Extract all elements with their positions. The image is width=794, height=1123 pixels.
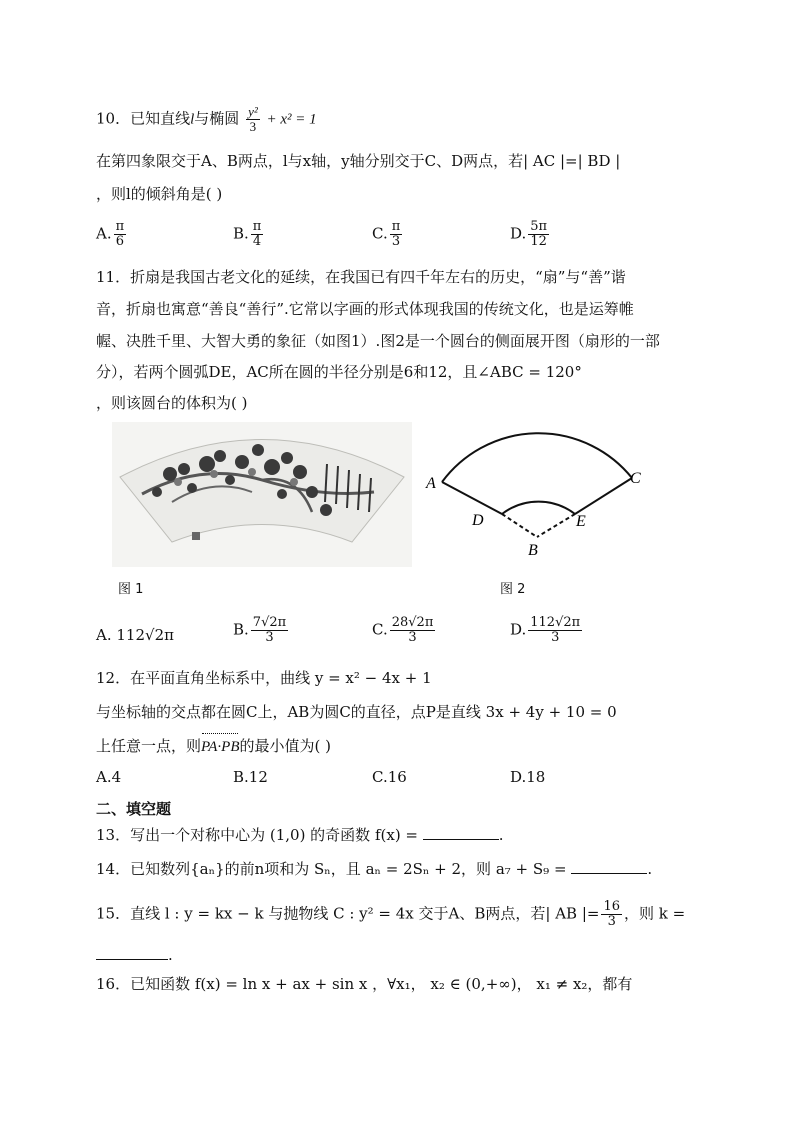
- fan-painting-image: [112, 422, 412, 567]
- q10-option-a[interactable]: A. $\frac{\pi}{6}$: [96, 219, 125, 249]
- section-heading: 二、填空题: [96, 800, 172, 818]
- q13-line: 13．写出一个对称中心为 (1,0) 的奇函数 f(x) = .: [96, 826, 504, 844]
- q14-answer-blank[interactable]: [571, 859, 647, 874]
- figure2-caption: 图 2: [500, 582, 526, 597]
- q12-line3: 上任意一点，则PA·PB的最小值为( ): [96, 735, 331, 758]
- q10-line3: ，则l的倾斜角是( ): [96, 185, 223, 203]
- q11-option-c[interactable]: C. $\frac{28√2\pi}{3}$: [372, 615, 434, 645]
- q11-option-d[interactable]: D. $\frac{112√2\pi}{3}$: [510, 615, 581, 645]
- q10-option-c[interactable]: C. $\frac{\pi}{3}$: [372, 219, 401, 249]
- label-c: C: [630, 470, 641, 487]
- q11-line2: 音，折扇也寓意“善良“善行”.它常以字画的形式体现我国的传统文化，也是运筹帷: [96, 300, 634, 318]
- q10-ellipse-rest: + x² = 1: [266, 111, 317, 128]
- q11-line5: ，则该圆台的体积为( ): [96, 394, 248, 412]
- q11-option-a[interactable]: A. 112√2π: [96, 626, 174, 644]
- q11-line1: 11．折扇是我国古老文化的延续，在我国已有四千年左右的历史，“扇”与“善”谐: [96, 268, 626, 286]
- q10-line1: [96, 105, 317, 134]
- q10-option-b[interactable]: B. $\frac{\pi}{4}$: [233, 219, 262, 249]
- q12-option-b[interactable]: B.12: [233, 768, 268, 786]
- q10-prefix: 10．已知直线: [96, 109, 191, 128]
- q12-line1: 12．在平面直角坐标系中，曲线 y = x² − 4x + 1: [96, 669, 432, 687]
- q12-vector-product: PA·PB: [201, 736, 239, 758]
- q10-ellipse-fraction: $\frac{\text{y²}}{3}$: [248, 104, 258, 134]
- q12-option-d[interactable]: D.18: [510, 768, 546, 786]
- q15-answer-blank[interactable]: [96, 945, 168, 960]
- q16-line: 16．已知函数 f(x) = ln x + ax + sin x ，∀x₁， x₂ ∈ (0,+∞)， x₁ ≠ x₂，都有: [96, 975, 633, 993]
- q15-answer-line: .: [96, 944, 173, 966]
- q12-option-a[interactable]: A.4: [96, 768, 122, 786]
- q11-line3: 幄、决胜千里、大智大勇的象征（如图1）.图2是一个圆台的侧面展开图（扇形的一部: [96, 332, 660, 350]
- q10-line2: 在第四象限交于A、B两点，l与x轴，y轴分别交于C、D两点，若| AC |=| BD |: [96, 152, 621, 170]
- q10-l: l: [190, 111, 195, 128]
- q12-line2: 与坐标轴的交点都在圆C上，AB为圆C的直径，点P是直线 3x + 4y + 10 = 0: [96, 703, 617, 721]
- label-e: E: [576, 513, 586, 530]
- q11-option-b[interactable]: B. $\frac{7√2\pi}{3}$: [233, 615, 287, 645]
- label-d: D: [472, 512, 484, 529]
- figure1-caption: 图 1: [118, 582, 144, 597]
- q11-line4: 分），若两个圆弧DE，AC所在圆的半径分别是6和12，且∠ABC = 120°: [96, 363, 582, 381]
- q14-line: 14．已知数列{aₙ}的前n项和为 Sₙ，且 aₙ = 2Sₙ + 2，则 a₇ + S₉ = .: [96, 860, 653, 878]
- q13-answer-blank[interactable]: [423, 825, 499, 840]
- q10-option-d[interactable]: D. $\frac{5\pi}{12}$: [510, 219, 548, 249]
- q15-line: 15．直线 l : y = kx − k 与抛物线 C : y² = 4x 交于A、B两点，若| AB |= $\frac{16}{3}$ ，则 k =: [96, 899, 686, 929]
- q12-option-c[interactable]: C.16: [372, 768, 407, 786]
- frustum-net-diagram: [420, 410, 660, 560]
- q10-middle: 与椭圆: [194, 109, 240, 128]
- label-b: B: [528, 542, 538, 559]
- label-a: A: [426, 475, 436, 492]
